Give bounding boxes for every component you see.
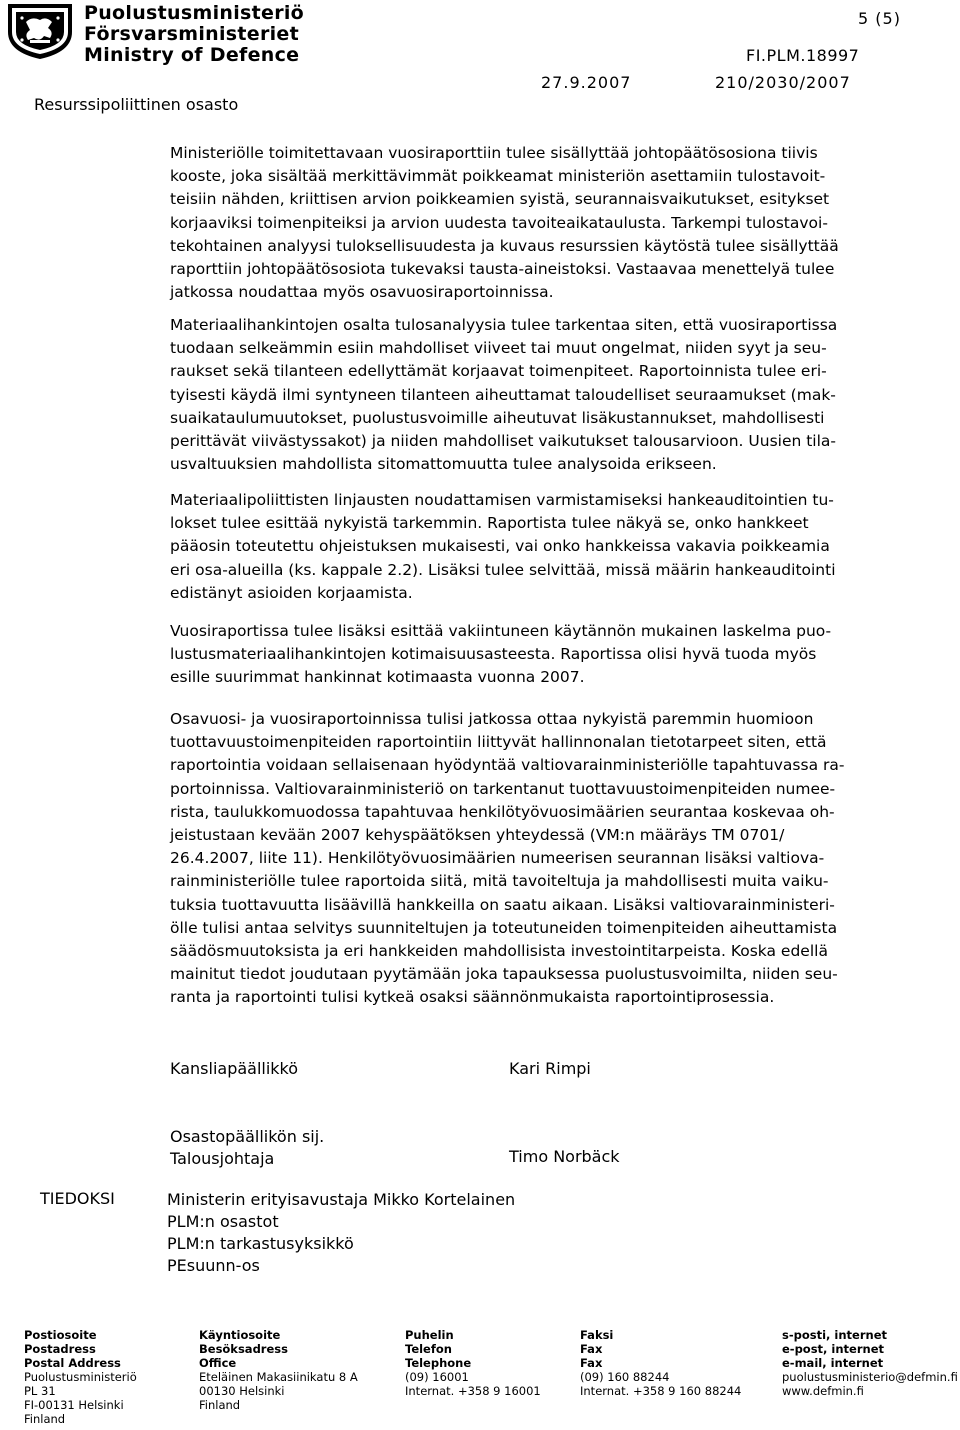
text-line: Materiaalihankintojen osalta tulosanalyysia tulee tarkentaa siten, että vuosiraportissa xyxy=(170,316,838,334)
footer-value: 00130 Helsinki xyxy=(199,1384,285,1398)
body-paragraph-3 xyxy=(170,489,950,605)
page-number: 5 (5) xyxy=(858,9,901,28)
footer-header: Puhelin xyxy=(405,1328,454,1342)
text-line: ranta ja raportointi tulisi kytkeä osaksi säännönmukaista raportointiprosessia. xyxy=(170,988,775,1007)
text-line: suaikataulumuutokset, puolustusvoimille aiheutuvat lisäkustannukset, mahdollisesti xyxy=(170,408,825,427)
text-line: Osavuosi- ja vuosiraportoinnissa tulisi jatkossa ottaa nykyistä paremmin huomioon xyxy=(170,710,814,728)
signature-name-2: Timo Norbäck xyxy=(509,1147,620,1166)
footer-header: Postal Address xyxy=(24,1356,121,1370)
document-date: 27.9.2007 xyxy=(541,73,632,92)
distribution-item: PLM:n tarkastusyksikkö xyxy=(167,1234,354,1253)
footer-postal-address xyxy=(24,1328,137,1426)
text-line: Ministeriölle toimitettavaan vuosiraporttiin tulee sisällyttää johtopäätösosiona tiivis xyxy=(170,144,818,162)
text-line: jatkossa noudattaa myös osavuosiraportoinnissa. xyxy=(170,283,554,302)
footer-value: Finland xyxy=(199,1398,241,1412)
footer-header: Telephone xyxy=(405,1356,472,1370)
text-line: esille suurimmat hankinnat kotimaasta vuonna 2007. xyxy=(170,668,585,687)
text-line: rista, taulukkomuodossa tapahtuvaa henkilötyövuosimäärien seurantaa koskevaa oh- xyxy=(170,802,835,821)
org-name-finnish: Puolustusministeriö xyxy=(84,2,305,24)
text-line: portoinnissa. Valtiovarainministeriö on tarkentanut tuottavuustoimenpiteiden numee- xyxy=(170,779,836,798)
footer-value: Internat. +358 9 160 88244 xyxy=(580,1384,742,1398)
document-id: FI.PLM.18997 xyxy=(746,46,860,65)
footer-visiting-address xyxy=(199,1328,358,1412)
body-paragraph-4 xyxy=(170,620,950,690)
text-line: tekohtainen analyysi tuloksellisuudesta ja kuvaus resurssien käytöstä tulee sisällyttää xyxy=(170,236,839,255)
footer-email-link[interactable]: puolustusministerio@defmin.fi xyxy=(782,1370,958,1384)
signature-title-2-line-2: Talousjohtaja xyxy=(170,1149,275,1168)
footer-header: Postiosoite xyxy=(24,1328,97,1342)
footer-website-link[interactable]: www.defmin.fi xyxy=(782,1384,864,1398)
footer-header: Postadress xyxy=(24,1342,96,1356)
body-paragraph-1 xyxy=(170,142,950,304)
footer-value: PL 31 xyxy=(24,1384,56,1398)
footer-header: Faksi xyxy=(580,1328,614,1342)
department-name: Resurssipoliittinen osasto xyxy=(34,95,239,114)
text-line: korjaaviksi toimenpiteiksi ja arvion uudesta tavoiteaikataulusta. Tarkempi tulostavoi- xyxy=(170,213,828,232)
distribution-item: PEsuunn-os xyxy=(167,1256,260,1275)
footer-value: Internat. +358 9 16001 xyxy=(405,1384,541,1398)
text-line: pääosin toteutettu ohjeistuksen mukaisesti, vai onko hankkeissa vakavia poikkeamia xyxy=(170,537,830,556)
footer-value: Puolustusministeriö xyxy=(24,1370,137,1384)
org-name-swedish: Försvarsministeriet xyxy=(84,23,300,45)
signature-title-2-line-1: Osastopäällikön sij. xyxy=(170,1127,325,1146)
signature-title-2 xyxy=(170,1126,324,1170)
footer-header: Telefon xyxy=(405,1342,452,1356)
distribution-item: PLM:n osastot xyxy=(167,1212,279,1231)
reference-number: 210/2030/2007 xyxy=(715,73,851,92)
text-line: teisiin nähden, kriittisen arvion poikkeamien syistä, seurannaisvaikutukset, esitykset xyxy=(170,190,830,209)
footer-value: (09) 16001 xyxy=(405,1370,469,1384)
text-line: tuottavuustoimenpiteiden raportointiin liittyvät hallinnonalan tietotarpeet siten, että xyxy=(170,733,827,752)
footer-header: s-posti, internet xyxy=(782,1328,887,1342)
footer-value: Finland xyxy=(24,1412,66,1426)
ministry-coat-of-arms-logo xyxy=(2,2,78,60)
footer-header: Käyntiosoite xyxy=(199,1328,281,1342)
text-line: ölle tulisi antaa selvitys suunniteltujen ja toteutuneiden toimenpiteiden aiheuttamista xyxy=(170,918,838,937)
text-line: säädösmuutoksista ja eri hankkeiden mahdollisista investointitarpeista. Koska edellä xyxy=(170,942,828,961)
text-line: usvaltuuksien mahdollista sitomattomuutta tulee analysoida erikseen. xyxy=(170,455,717,474)
footer-fax xyxy=(580,1328,741,1398)
footer-email-internet xyxy=(782,1328,958,1398)
footer-header: Fax xyxy=(580,1342,603,1356)
footer-value: (09) 160 88244 xyxy=(580,1370,670,1384)
text-line: raporttiin johtopäätösosiota tukevaksi tausta-aineistoksi. Vastaavaa menettelyä tulee xyxy=(170,260,835,279)
text-line: tuodaan selkeämmin esiin mahdolliset viiveet tai muut ongelmat, niiden syyt ja seu- xyxy=(170,339,827,358)
distribution-label: TIEDOKSI xyxy=(40,1189,115,1208)
text-line: Vuosiraportissa tulee lisäksi esittää vakiintuneen käytännön mukainen laskelma puo- xyxy=(170,622,832,640)
text-line: tuksia tuottavuutta lisäävillä hankkeilla on saatu aikaan. Lisäksi valtiovarainministeri- xyxy=(170,895,835,914)
text-line: Materiaalipoliittisten linjausten noudattamisen varmistamiseksi hankeauditointien tu- xyxy=(170,491,834,509)
text-line: jeistustaan kevään 2007 kehyspäätöksen yhteydessä (VM:n määräys TM 0701/ xyxy=(170,826,785,845)
text-line: eri osa-alueilla (ks. kappale 2.2). Lisäksi tulee selvittää, missä määrin hankeauditointi xyxy=(170,560,836,579)
footer-header: Besöksadress xyxy=(199,1342,288,1356)
signature-title-1: Kansliapäällikkö xyxy=(170,1059,299,1078)
footer-header: e-post, internet xyxy=(782,1342,885,1356)
signature-name-1: Kari Rimpi xyxy=(509,1059,591,1078)
text-line: perittävät viivästyssakot) ja niiden mahdolliset vaikutukset talousarvioon. Uusien tila- xyxy=(170,432,837,451)
footer-value: FI-00131 Helsinki xyxy=(24,1398,124,1412)
footer-telephone xyxy=(405,1328,541,1398)
text-line: kooste, joka sisältää merkittävimmät poikkeamat ministeriön asettamiin tulostavoit- xyxy=(170,167,826,186)
org-name-english: Ministry of Defence xyxy=(84,44,300,66)
text-line: mainitut tiedot joudutaan pyytämään joka tapauksessa puolustusvoimilta, niiden seu- xyxy=(170,965,838,984)
text-line: lokset tulee esittää nykyistä tarkemmin. Raportista tulee näkyä se, onko hankkeet xyxy=(170,514,809,533)
footer-header: e-mail, internet xyxy=(782,1356,884,1370)
text-line: raportointia voidaan sellaisenaan hyödyntää valtiovarainministeriölle tapahtuvassa ra- xyxy=(170,756,845,775)
text-line: lustusmateriaalihankintojen kotimaisuusasteesta. Raportissa olisi hyvä tuoda myös xyxy=(170,645,817,664)
text-line: tyisesti käydä ilmi syntyneen tilanteen aiheuttamat taloudelliset seuraamukset (mak- xyxy=(170,385,836,404)
footer-value: Eteläinen Makasiinikatu 8 A xyxy=(199,1370,358,1384)
footer-header: Fax xyxy=(580,1356,603,1370)
text-line: 26.4.2007, liite 11). Henkilötyövuosimäärien numeerisen seurannan lisäksi valtiova- xyxy=(170,849,825,868)
distribution-item: Ministerin erityisavustaja Mikko Kortelainen xyxy=(167,1190,516,1209)
text-line: rainministeriölle tulee raportoida siitä, mitä tavoiteltuja ja mahdollisesti muita vaiku- xyxy=(170,872,829,891)
body-paragraph-2 xyxy=(170,314,950,476)
footer-header: Office xyxy=(199,1356,237,1370)
distribution-list xyxy=(167,1189,515,1277)
text-line: edistänyt asioiden korjaamista. xyxy=(170,583,413,602)
text-line: raukset sekä tilanteen edellyttämät korjaavat toimenpiteet. Raportoinnista tulee eri- xyxy=(170,362,827,381)
body-paragraph-5 xyxy=(170,708,950,1010)
